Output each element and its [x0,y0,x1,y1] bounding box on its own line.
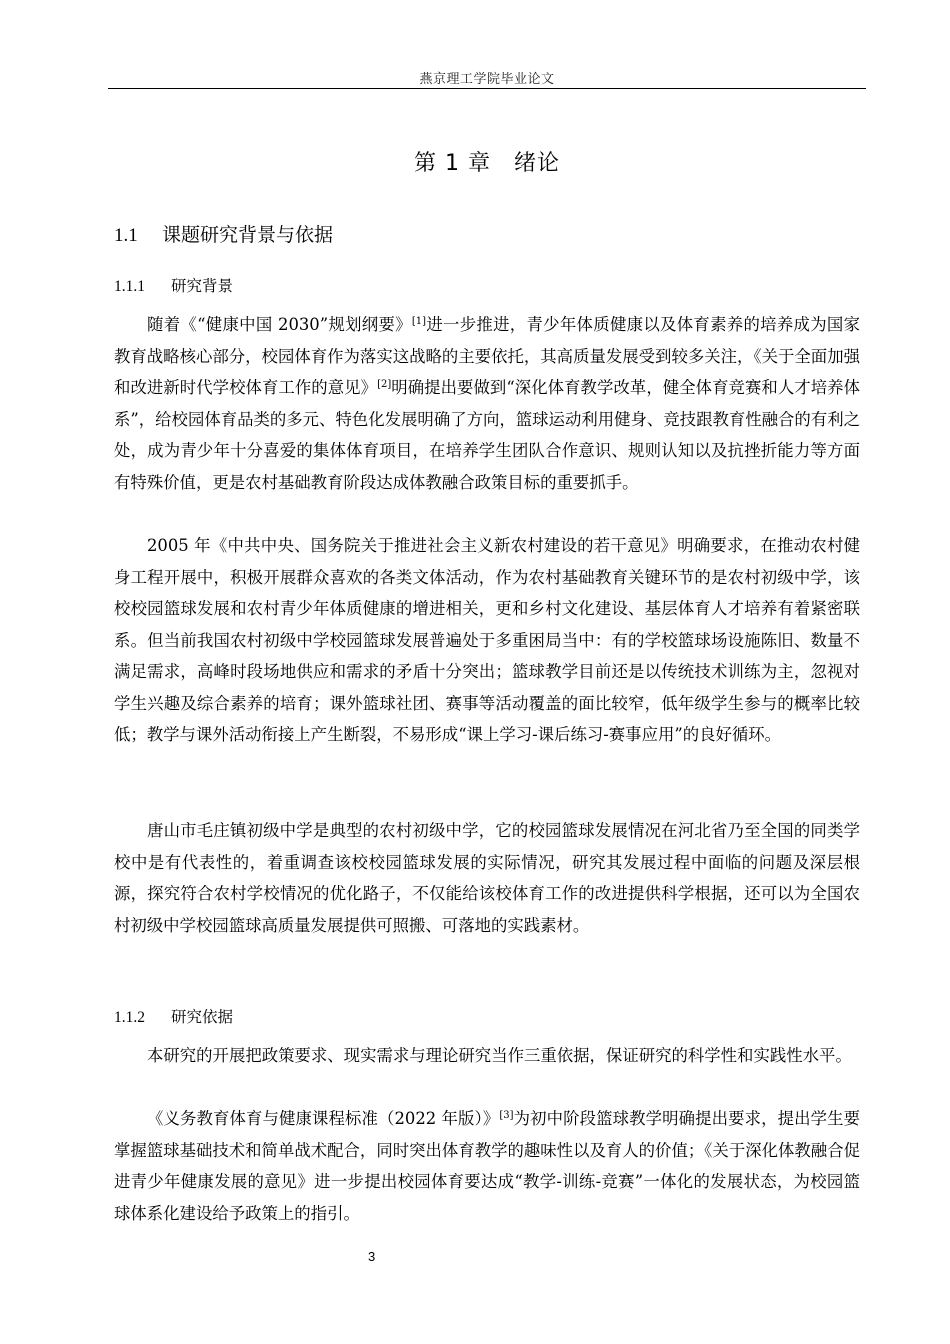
running-header: 燕京理工学院毕业论文 [419,72,555,87]
paragraph-background-3: 唐山市毛庄镇初级中学是典型的农村初级中学，它的校园篮球发展情况在河北省乃至全国的同类学校中是有代表性的，着重调查该校校园篮球发展的实际情况，研究其发展过程中面临的问题及深层根源，探究符合农村学校情况的优化路子，不仅能给该校体育工作的改进提供科学根据，还可以为全国农村初级中学校园篮球高质量发展提供可照搬、可落地的实践素材。 [114,821,860,935]
subsection-heading-background [114,274,233,296]
text-run: 《义务教育体育与健康课程标准（2022 年版）》 [147,1109,500,1128]
chapter-title: 第 1 章 绪论 [414,151,560,176]
citation-ref-1: [1] [411,316,427,327]
text-run: 为初中阶段篮球教学明确提出要求，提出学生要掌握篮球基础技术和简单战术配合，同时突出体育教学的趣味性以及育人的价值；《关于深化体教融合促进青少年健康发展的意见》进一步提出校园体育要达成“教学-训练-竞赛”一体化的发展状态，为校园篮球体系化建设给予政策上的指引。 [114,1109,860,1223]
text-run: 随着《“健康中国 2030”规划纲要》 [147,315,412,334]
subsection-title: 研究依据 [171,1008,234,1026]
paragraph-basis-1: 本研究的开展把政策要求、现实需求与理论研究当作三重依据，保证研究的科学性和实践性水平。 [147,1046,852,1065]
page-number: 3 [368,1249,376,1264]
paragraph-background-2: 2005 年《中共中央、国务院关于推进社会主义新农村建设的若干意见》明确要求，在推动农村健身工程开展中，积极开展群众喜欢的各类文体活动，作为农村基础教育关键环节的是农村初级中学，该校校园篮球发展和农村青少年体质健康的增进相关，更和乡村文化建设、基层体育人才培养有着紧密联系。但当前我国农村初级中学校园篮球发展普遍处于多重困局当中：有的学校篮球场设施陈旧、数量不满足需求，高峰时段场地供应和需求的矛盾十分突出；篮球教学目前还是以传统技术训练为主，忽视对学生兴趣及综合素养的培育；课外篮球社团、赛事等活动覆盖的面比较窄，低年级学生参与的概率比较低；教学与课外活动衔接上产生断裂，不易形成“课上学习-课后练习-赛事应用”的良好循环。 [114,536,860,744]
text-run: 进一步推进，青少年体质健康以及体育素养的培养成为国家教育战略核心部分，校园体育作为落实这战略的主要依托，其高质量发展受到较多关注，《关于全面加强和改进新时代学校体育工作的意见》 [114,315,860,397]
subsection-number: 1.1.2 [114,1009,145,1026]
paragraph-basis-2 [114,1103,860,1229]
subsection-number: 1.1.1 [114,278,145,295]
citation-ref-3: [3] [499,1110,514,1121]
subsection-heading-basis [114,1005,233,1027]
section-title: 课题研究背景与依据 [162,224,334,246]
section-heading [114,220,333,247]
header-rule [108,88,866,89]
subsection-title: 研究背景 [171,277,234,295]
text-run: 明确提出要做到“深化体育教学改革，健全体育竞赛和人才培养体系”，给校园体育品类的多元、特色化发展明确了方向，篮球运动利用健身、竞技跟教育性融合的有利之处，成为青少年十分喜爱的集体体育项目，在培养学生团队合作意识、规则认知以及抗挫折能力等方面有特殊价值，更是农村基础教育阶段达成体教融合政策目标的重要抓手。 [114,378,860,492]
paragraph-background-1 [114,309,860,498]
citation-ref-2: [2] [377,379,392,390]
section-number: 1.1 [114,225,138,246]
